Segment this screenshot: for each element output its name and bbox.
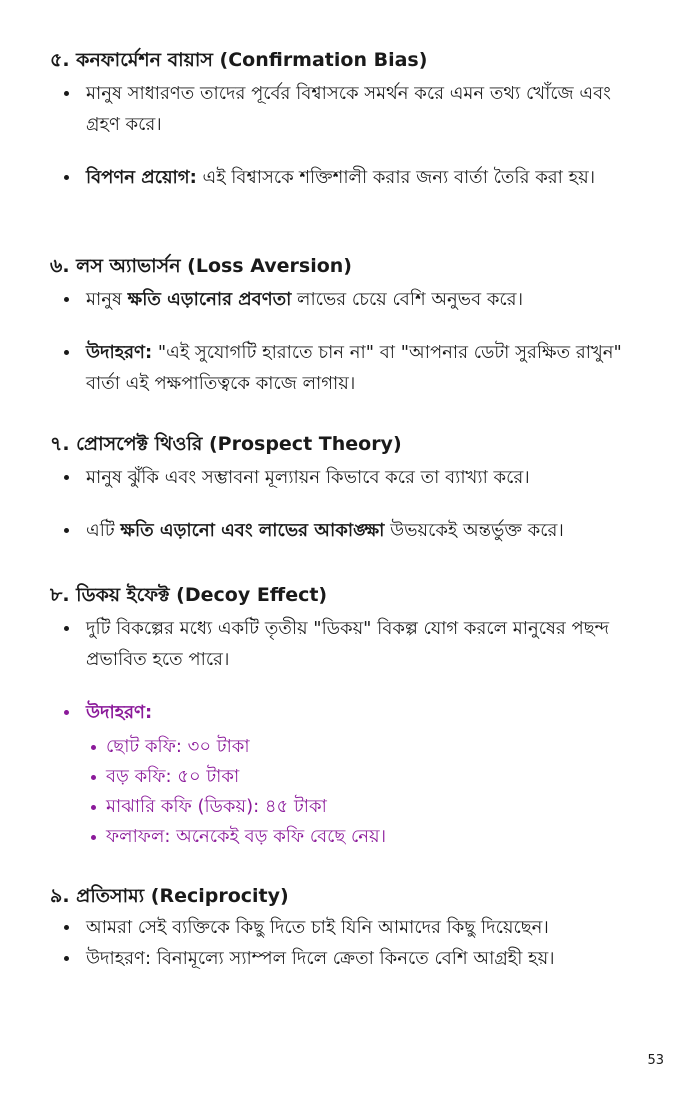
bullet-text: "এই সুযোগটি হারাতে চান না" বা "আপনার ডেটা সুরক্ষিত রাখুন" বার্তা এই পক্ষপাতিত্বকে কাজে লাগায়। [86, 342, 622, 394]
page-number: 53 [647, 1053, 664, 1068]
list-item [50, 697, 650, 852]
bullet-text: আমরা সেই ব্যক্তিকে কিছু দিতে চাই যিনি আমাদের কিছু দিয়েছেন। [86, 917, 549, 938]
bullet-text: উভয়কেই অন্তর্ভুক্ত করে। [384, 520, 564, 541]
list-item [50, 912, 650, 943]
bullet-text: দুটি বিকল্পের মধ্যে একটি তৃতীয় "ডিকয়" বিকল্প যোগ করলে মানুষের পছন্দ প্রভাবিত হতে পারে। [86, 618, 610, 670]
section-decoy-effect [50, 581, 650, 852]
bullet-text: এটি [86, 520, 121, 541]
example-item: বড় কফি: ৫০ টাকা [86, 762, 650, 792]
example-item: ছোট কফি: ৩০ টাকা [86, 732, 650, 762]
list-item [50, 515, 650, 546]
bullet-label: বিপণন প্রয়োগ: [86, 167, 197, 188]
bullet-text: উদাহরণ: বিনামূল্যে স্যাম্পল দিলে ক্রেতা কিনতে বেশি আগ্রহী হয়। [86, 948, 555, 969]
bullet-list [50, 284, 650, 399]
bullet-list [50, 912, 650, 974]
section-prospect-theory [50, 430, 650, 546]
example-item: ফলাফল: অনেকেই বড় কফি বেছে নেয়। [86, 822, 650, 852]
list-item [50, 613, 650, 675]
example-label: উদাহরণ: [86, 702, 153, 723]
section-loss-aversion [50, 252, 650, 399]
bullet-text: মানুষ সাধারণত তাদের পূর্বের বিশ্বাসকে সমর্থন করে এমন তথ্য খোঁজে এবং গ্রহণ করে। [86, 83, 611, 135]
section-heading: ৮. ডিকয় ইফেক্ট (Decoy Effect) [50, 584, 328, 606]
bullet-list [50, 613, 650, 852]
bullet-emphasis: ক্ষতি এড়ানো এবং লাভের আকাঙ্ক্ষা [120, 520, 385, 541]
section-reciprocity [50, 882, 650, 974]
list-item [50, 337, 650, 399]
section-heading: ৭. প্রোসপেক্ট থিওরি (Prospect Theory) [50, 433, 402, 455]
bullet-text: লাভের চেয়ে বেশি অনুভব করে। [291, 289, 523, 310]
bullet-label: উদাহরণ: [86, 342, 153, 363]
list-item [50, 462, 650, 493]
example-sublist [50, 732, 650, 852]
list-item [50, 284, 650, 315]
bullet-list [50, 78, 650, 193]
bullet-list [50, 462, 650, 546]
list-item [50, 943, 650, 974]
list-item [50, 78, 650, 140]
bullet-emphasis: ক্ষতি এড়ানোর প্রবণতা [127, 289, 292, 310]
section-confirmation-bias [50, 46, 650, 193]
section-heading: ৬. লস অ্যাভার্সন (Loss Aversion) [50, 255, 352, 277]
bullet-text: মানুষ [86, 289, 128, 310]
list-item [50, 162, 650, 193]
section-heading: ৫. কনফার্মেশন বায়াস (Confirmation Bias) [50, 49, 428, 71]
section-heading: ৯. প্রতিসাম্য (Reciprocity) [50, 885, 289, 907]
example-item: মাঝারি কফি (ডিকয়): ৪৫ টাকা [86, 792, 650, 822]
bullet-text: মানুষ ঝুঁকি এবং সম্ভাবনা মূল্যায়ন কিভাবে করে তা ব্যাখ্যা করে। [86, 467, 530, 488]
bullet-text: এই বিশ্বাসকে শক্তিশালী করার জন্য বার্তা তৈরি করা হয়। [196, 167, 596, 188]
